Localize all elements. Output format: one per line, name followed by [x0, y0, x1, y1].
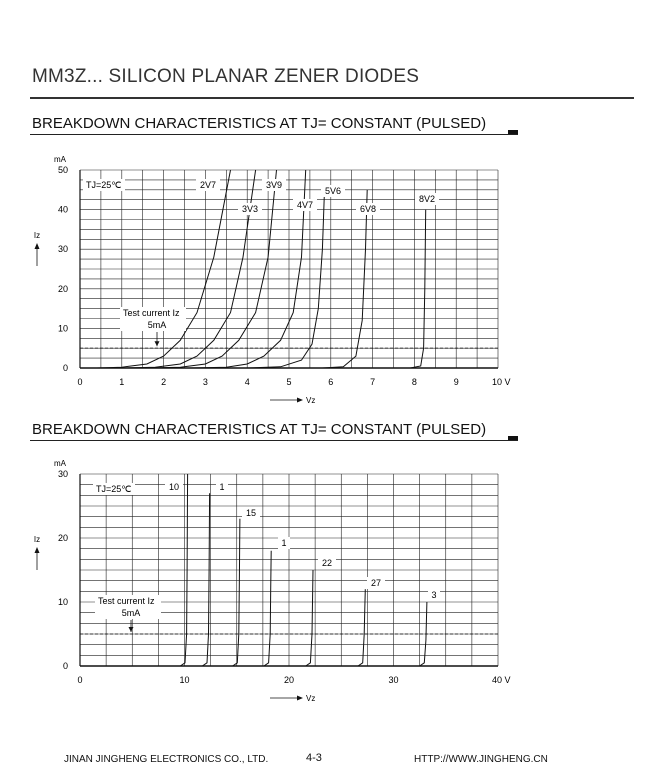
y-tick-label: 50 [57, 165, 68, 175]
chart2-title-mark [508, 436, 518, 440]
test-current-value-label: 5mA [147, 320, 167, 330]
test-current-arrowhead-icon [129, 627, 134, 632]
x-tick-label: 20 [283, 675, 295, 685]
test-current-arrowhead-icon [155, 341, 160, 346]
curve-label: 27 [370, 578, 382, 588]
chart1-title: BREAKDOWN CHARACTERISTICS AT TJ= CONSTANT (PULSED) [32, 115, 487, 132]
y-tick-label: 10 [57, 597, 68, 607]
curve-label: 15 [245, 508, 257, 518]
curve-label: 3V3 [241, 204, 259, 214]
x-tick-label: 0 [77, 377, 83, 387]
breakdown-chart-low-voltage [0, 148, 650, 408]
test-current-value-label: 5mA [121, 608, 141, 618]
breakdown-curve-12 [202, 493, 209, 666]
curve-label: 5V6 [324, 186, 342, 196]
x-tick-label: 30 [388, 675, 399, 685]
x-axis-arrowhead-icon [297, 398, 303, 403]
breakdown-curve-15 [233, 519, 240, 666]
y-tick-label: 20 [57, 533, 68, 543]
test-current-label: Test current Iz [123, 308, 180, 318]
x-tick-label: 1 [119, 377, 125, 387]
y-tick-label: 30 [57, 469, 68, 479]
y-axis-label: Iz [33, 231, 41, 240]
curve-label: 1 [281, 538, 287, 548]
x-tick-label: 40 V [492, 675, 511, 685]
curve-label: 8V2 [418, 194, 436, 204]
x-tick-label: 9 [453, 377, 459, 387]
curve-label: 10 [168, 482, 180, 492]
curve-label: 3 [431, 590, 437, 600]
y-tick-label: 0 [62, 661, 68, 671]
curve-label: 22 [321, 558, 333, 568]
breakdown-chart-high-voltage [0, 452, 650, 714]
chart1-title-rule [30, 134, 518, 135]
x-tick-label: 3 [202, 377, 208, 387]
y-unit-label: mA [54, 459, 66, 468]
x-tick-label: 0 [77, 675, 83, 685]
footer-website: HTTP://WWW.JINGHENG.CN [414, 754, 548, 765]
breakdown-curve-18 [264, 551, 271, 666]
curve-label: 3V9 [265, 180, 283, 190]
test-current-label: Test current Iz [98, 596, 155, 606]
x-axis-label: Vz [306, 396, 316, 405]
breakdown-curve-27 [358, 589, 365, 666]
x-tick-label: 10 [179, 675, 190, 685]
x-tick-label: 7 [370, 377, 376, 387]
footer-company: JINAN JINGHENG ELECTRONICS CO., LTD. [64, 754, 269, 765]
footer-page-number: 4-3 [306, 752, 322, 764]
y-tick-label: 10 [57, 323, 68, 334]
x-tick-label: 10 V [492, 377, 511, 387]
chart2-title-rule [30, 440, 518, 441]
y-tick-label: 40 [57, 204, 68, 215]
title-rule [30, 97, 634, 99]
x-tick-label: 5 [286, 377, 292, 387]
curve-label: 2V7 [199, 180, 217, 190]
x-tick-label: 8 [411, 377, 417, 387]
condition-label: TJ=25℃ [86, 180, 122, 190]
curve-label: 4V7 [296, 200, 314, 210]
condition-label: TJ=25℃ [96, 484, 132, 494]
y-tick-label: 0 [62, 363, 68, 373]
y-tick-label: 20 [57, 283, 68, 294]
chart1-title-mark [508, 130, 518, 134]
x-tick-label: 2 [161, 377, 167, 387]
curve-label: 6V8 [359, 204, 377, 214]
y-unit-label: mA [54, 155, 66, 164]
y-axis-arrowhead-icon [35, 243, 40, 249]
y-axis-label: Iz [33, 535, 41, 544]
y-tick-label: 30 [57, 244, 68, 255]
chart2-title: BREAKDOWN CHARACTERISTICS AT TJ= CONSTANT (PULSED) [32, 421, 487, 438]
x-tick-label: 6 [328, 377, 334, 387]
page-title: MM3Z... SILICON PLANAR ZENER DIODES [32, 66, 420, 87]
x-axis-label: Vz [306, 694, 316, 703]
breakdown-curve-22 [306, 570, 313, 666]
x-axis-arrowhead-icon [297, 696, 303, 701]
curve-label: 1 [219, 482, 225, 492]
x-tick-label: 4 [244, 377, 250, 387]
y-axis-arrowhead-icon [35, 547, 40, 553]
